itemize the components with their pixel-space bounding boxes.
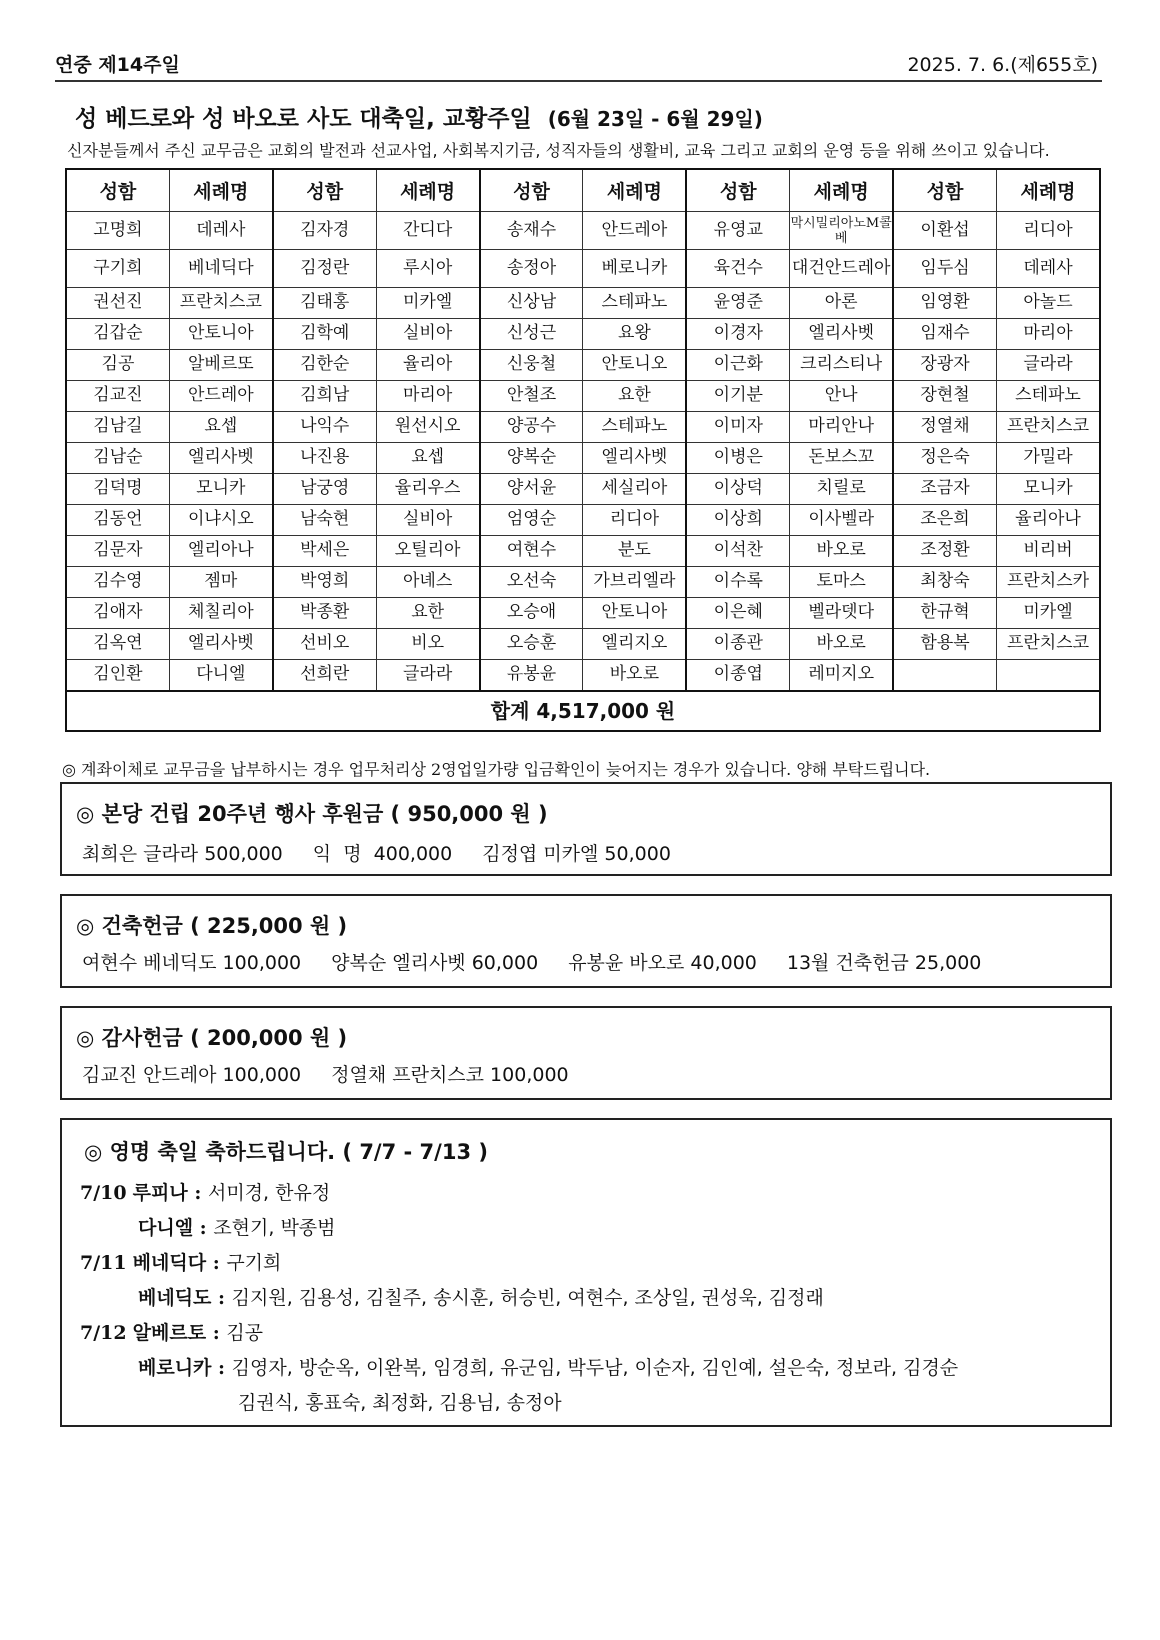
donor-name-cell: 함용복 xyxy=(893,629,996,660)
baptism-name-cell: 데레사 xyxy=(997,250,1100,288)
column-header-name: 성함 xyxy=(66,169,169,212)
donor-name-cell: 정열채 xyxy=(893,412,996,443)
donor-entry: 여현수 베네딕도 100,000 xyxy=(82,952,302,974)
feast-saint: 알베르토 xyxy=(132,1322,207,1344)
column-header-name: 성함 xyxy=(686,169,789,212)
baptism-name-cell: 안토니아 xyxy=(169,319,272,350)
baptism-name-cell: 원선시오 xyxy=(376,412,479,443)
donor-name-cell: 이상희 xyxy=(686,505,789,536)
baptism-name-cell: 율리아나 xyxy=(997,505,1100,536)
baptism-name-cell: 마리아 xyxy=(997,319,1100,350)
donor-name-cell: 임재수 xyxy=(893,319,996,350)
total-amount: 합계 4,517,000 원 xyxy=(66,691,1100,731)
table-row xyxy=(66,288,1100,319)
donor-name-cell: 이종관 xyxy=(686,629,789,660)
donor-name-cell: 한규혁 xyxy=(893,598,996,629)
total-row xyxy=(66,691,1100,731)
baptism-name-cell: 율리아 xyxy=(376,350,479,381)
intro-text: 신자분들께서 주신 교무금은 교회의 발전과 선교사업, 사회복지기금, 성직자들의 생활비, 교육 그리고 교회의 운영 등을 위해 쓰이고 있습니다. xyxy=(67,141,1050,160)
donor-name-cell: 김태홍 xyxy=(273,288,376,319)
feast-line: 7/11 베네딕다 : 구기희 xyxy=(80,1252,282,1274)
feast-saint: 다니엘 xyxy=(138,1217,194,1239)
donor-entry: 익 명 400,000 xyxy=(312,843,453,865)
baptism-name-cell: 바오로 xyxy=(583,660,686,692)
donor-entry: 정열채 프란치스코 100,000 xyxy=(331,1064,569,1086)
baptism-name-cell: 모니카 xyxy=(169,474,272,505)
donor-name-cell: 김공 xyxy=(66,350,169,381)
baptism-name-cell: 이냐시오 xyxy=(169,505,272,536)
baptism-name-cell: 엘리사벳 xyxy=(790,319,893,350)
baptism-name-cell: 프란치스코 xyxy=(169,288,272,319)
anniversary-title: ◎ 본당 건립 20주년 행사 후원금 ( 950,000 원 ) xyxy=(76,802,548,826)
table-row xyxy=(66,319,1100,350)
donor-name-cell: 양복순 xyxy=(480,443,583,474)
donor-table xyxy=(65,168,1101,732)
donor-name-cell: 박영희 xyxy=(273,567,376,598)
baptism-name-cell: 요한 xyxy=(376,598,479,629)
donor-name-cell: 남숙현 xyxy=(273,505,376,536)
donor-name-cell: 유영교 xyxy=(686,212,789,250)
anniversary-donors xyxy=(82,839,701,866)
baptism-name-cell: 데레사 xyxy=(169,212,272,250)
column-header-baptism: 세례명 xyxy=(376,169,479,212)
feast-saint: 루피나 xyxy=(132,1182,188,1204)
donor-name-cell: 김인환 xyxy=(66,660,169,692)
donor-name-cell: 조은희 xyxy=(893,505,996,536)
table-row xyxy=(66,443,1100,474)
baptism-name-cell: 글라라 xyxy=(997,350,1100,381)
feast-line-continuation xyxy=(238,1388,562,1415)
baptism-name-cell: 베로니카 xyxy=(583,250,686,288)
thanks-donation-box xyxy=(60,1006,1112,1100)
baptism-name-cell: 스테파노 xyxy=(583,412,686,443)
donor-name-cell: 여현수 xyxy=(480,536,583,567)
baptism-name-cell: 안나 xyxy=(790,381,893,412)
donor-name-cell: 박종환 xyxy=(273,598,376,629)
table-body xyxy=(66,212,1100,732)
donor-name-cell: 엄영순 xyxy=(480,505,583,536)
baptism-name-cell: 스테파노 xyxy=(997,381,1100,412)
column-header-baptism: 세례명 xyxy=(169,169,272,212)
baptism-name-cell: 프란치스코 xyxy=(997,412,1100,443)
donor-name-cell: 김남순 xyxy=(66,443,169,474)
table-header-row xyxy=(66,169,1100,212)
title-main: 성 베드로와 성 바오로 사도 대축일, 교황주일 xyxy=(75,106,532,132)
baptism-name-cell: 리디아 xyxy=(583,505,686,536)
baptism-name-cell: 바오로 xyxy=(790,536,893,567)
donor-name-cell: 이근화 xyxy=(686,350,789,381)
baptism-name-cell: 오틸리아 xyxy=(376,536,479,567)
donor-name-cell: 임두심 xyxy=(893,250,996,288)
donor-name-cell: 이상덕 xyxy=(686,474,789,505)
baptism-name-cell: 대건안드레아 xyxy=(790,250,893,288)
header-week: 연중 제14주일 xyxy=(55,54,180,76)
donor-name-cell: 조금자 xyxy=(893,474,996,505)
baptism-name-cell: 다니엘 xyxy=(169,660,272,692)
baptism-name-cell xyxy=(997,660,1100,692)
baptism-name-cell: 안토니오 xyxy=(583,350,686,381)
donor-name-cell: 남궁영 xyxy=(273,474,376,505)
baptism-name-cell: 치릴로 xyxy=(790,474,893,505)
table-row xyxy=(66,505,1100,536)
baptism-name-cell: 안토니아 xyxy=(583,598,686,629)
donor-name-cell: 이경자 xyxy=(686,319,789,350)
donor-name-cell: 송정아 xyxy=(480,250,583,288)
donor-name-cell: 오승애 xyxy=(480,598,583,629)
donor-name-cell: 김학예 xyxy=(273,319,376,350)
baptism-name-cell: 아놀드 xyxy=(997,288,1100,319)
baptism-name-cell: 레미지오 xyxy=(790,660,893,692)
baptism-name-cell: 엘리사벳 xyxy=(583,443,686,474)
feast-saint: 베네딕다 xyxy=(132,1252,207,1274)
donor-name-cell: 선희란 xyxy=(273,660,376,692)
donor-name-cell: 정은숙 xyxy=(893,443,996,474)
donor-name-cell: 장현철 xyxy=(893,381,996,412)
donor-name-cell: 이수록 xyxy=(686,567,789,598)
feast-names: 김권식, 홍표숙, 최정화, 김용님, 송정아 xyxy=(238,1392,562,1414)
header-divider xyxy=(55,80,1102,82)
feast-line: 다니엘 : 조현기, 박종범 xyxy=(138,1217,336,1239)
baptism-name-cell: 미카엘 xyxy=(997,598,1100,629)
column-header-baptism: 세례명 xyxy=(790,169,893,212)
building-donors xyxy=(82,948,981,975)
donor-name-cell: 김남길 xyxy=(66,412,169,443)
baptism-name-cell: 요왕 xyxy=(583,319,686,350)
column-header-name: 성함 xyxy=(893,169,996,212)
donor-name-cell: 유봉윤 xyxy=(480,660,583,692)
donor-entry: 13월 건축헌금 25,000 xyxy=(786,952,982,974)
table-row xyxy=(66,474,1100,505)
donor-name-cell: 임영환 xyxy=(893,288,996,319)
feast-date: 7/11 xyxy=(80,1252,127,1274)
baptism-name-cell: 분도 xyxy=(583,536,686,567)
table-row xyxy=(66,412,1100,443)
baptism-name-cell: 엘리사벳 xyxy=(169,629,272,660)
donor-name-cell: 장광자 xyxy=(893,350,996,381)
feast-line: 7/12 알베르토 : 김공 xyxy=(80,1322,264,1344)
donor-name-cell: 김자경 xyxy=(273,212,376,250)
baptism-name-cell: 토마스 xyxy=(790,567,893,598)
baptism-name-cell: 미카엘 xyxy=(376,288,479,319)
feast-names: 서미경, 한유정 xyxy=(207,1182,331,1204)
baptism-name-cell: 벨라뎃다 xyxy=(790,598,893,629)
donor-name-cell: 김덕명 xyxy=(66,474,169,505)
feast-names: 김영자, 방순옥, 이완복, 임경희, 유군임, 박두남, 이순자, 김인예, 설은숙, 정보라, 김경순 xyxy=(231,1357,959,1379)
baptism-name-cell: 실비아 xyxy=(376,319,479,350)
baptism-name-cell: 프란치스코 xyxy=(997,629,1100,660)
feast-title: ◎ 영명 축일 축하드립니다. ( 7/7 - 7/13 ) xyxy=(84,1140,488,1164)
header-date-issue: 2025. 7. 6.(제655호) xyxy=(907,54,1098,76)
baptism-name-cell: 젬마 xyxy=(169,567,272,598)
feast-names: 김지원, 김용성, 김칠주, 송시훈, 허승빈, 여현수, 조상일, 권성욱, 김정래 xyxy=(231,1287,824,1309)
donor-name-cell: 김애자 xyxy=(66,598,169,629)
baptism-name-cell: 안드레아 xyxy=(169,381,272,412)
donor-name-cell: 박세은 xyxy=(273,536,376,567)
baptism-name-cell: 이사벨라 xyxy=(790,505,893,536)
table-row xyxy=(66,660,1100,692)
donor-name-cell: 오선숙 xyxy=(480,567,583,598)
anniversary-donation-box xyxy=(60,782,1112,876)
title-period: (6월 23일 - 6월 29일) xyxy=(547,107,763,131)
feast-line: 베로니카 : 김영자, 방순옥, 이완복, 임경희, 유군임, 박두남, 이순자, 김인예, 설은숙, 정보라, 김경순 xyxy=(138,1357,959,1379)
baptism-name-cell: 실비아 xyxy=(376,505,479,536)
baptism-name-cell: 아론 xyxy=(790,288,893,319)
donor-entry: 김정엽 미카엘 50,000 xyxy=(482,843,671,865)
baptism-name-cell: 마리안나 xyxy=(790,412,893,443)
donor-entry: 유봉윤 바오로 40,000 xyxy=(568,952,757,974)
donor-name-cell: 김희남 xyxy=(273,381,376,412)
feast-saint: 베네딕도 xyxy=(138,1287,212,1309)
donor-name-cell: 윤영준 xyxy=(686,288,789,319)
table-row xyxy=(66,598,1100,629)
donor-name-cell: 양공수 xyxy=(480,412,583,443)
table-row xyxy=(66,629,1100,660)
building-donation-box xyxy=(60,894,1112,988)
feast-date: 7/10 xyxy=(80,1182,127,1204)
donor-name-cell: 김교진 xyxy=(66,381,169,412)
donor-name-cell: 선비오 xyxy=(273,629,376,660)
donor-name-cell: 권선진 xyxy=(66,288,169,319)
donor-name-cell: 고명희 xyxy=(66,212,169,250)
baptism-name-cell: 프란치스카 xyxy=(997,567,1100,598)
baptism-name-cell: 세실리아 xyxy=(583,474,686,505)
table-row xyxy=(66,536,1100,567)
donor-name-cell: 이석찬 xyxy=(686,536,789,567)
donor-name-cell: 나진용 xyxy=(273,443,376,474)
baptism-name-cell: 가브리엘라 xyxy=(583,567,686,598)
donor-name-cell: 신웅철 xyxy=(480,350,583,381)
baptism-name-cell: 바오로 xyxy=(790,629,893,660)
donor-name-cell: 이환섭 xyxy=(893,212,996,250)
feast-saint: 베로니카 xyxy=(138,1357,212,1379)
baptism-name-cell: 가밀라 xyxy=(997,443,1100,474)
feast-names: 김공 xyxy=(226,1322,264,1344)
donor-name-cell: 안철조 xyxy=(480,381,583,412)
donor-name-cell: 김옥연 xyxy=(66,629,169,660)
baptism-name-cell: 비리버 xyxy=(997,536,1100,567)
feast-names: 조현기, 박종범 xyxy=(213,1217,336,1239)
donor-name-cell: 김동언 xyxy=(66,505,169,536)
baptism-name-cell: 간디다 xyxy=(376,212,479,250)
column-header-name: 성함 xyxy=(480,169,583,212)
donor-name-cell: 신성근 xyxy=(480,319,583,350)
baptism-name-cell: 막시밀리아노M콜베 xyxy=(790,212,893,250)
donor-name-cell: 신상남 xyxy=(480,288,583,319)
donor-name-cell xyxy=(893,660,996,692)
column-header-baptism: 세례명 xyxy=(997,169,1100,212)
baptism-name-cell: 베네딕다 xyxy=(169,250,272,288)
baptism-name-cell: 엘리지오 xyxy=(583,629,686,660)
donor-name-cell: 김갑순 xyxy=(66,319,169,350)
donor-name-cell: 양서윤 xyxy=(480,474,583,505)
baptism-name-cell: 안드레아 xyxy=(583,212,686,250)
baptism-name-cell: 엘리사벳 xyxy=(169,443,272,474)
baptism-name-cell: 알베르또 xyxy=(169,350,272,381)
table-row xyxy=(66,350,1100,381)
donor-name-cell: 이은혜 xyxy=(686,598,789,629)
donor-name-cell: 오승훈 xyxy=(480,629,583,660)
thanks-title: ◎ 감사헌금 ( 200,000 원 ) xyxy=(76,1026,348,1050)
donor-name-cell: 김문자 xyxy=(66,536,169,567)
baptism-name-cell: 율리우스 xyxy=(376,474,479,505)
feast-day-box xyxy=(60,1118,1112,1427)
page-title xyxy=(75,100,763,133)
donor-entry: 양복순 엘리사벳 60,000 xyxy=(331,952,539,974)
baptism-name-cell: 요한 xyxy=(583,381,686,412)
baptism-name-cell: 엘리아나 xyxy=(169,536,272,567)
thanks-donors xyxy=(82,1060,599,1087)
donor-name-cell: 이병은 xyxy=(686,443,789,474)
baptism-name-cell: 마리아 xyxy=(376,381,479,412)
baptism-name-cell: 모니카 xyxy=(997,474,1100,505)
baptism-name-cell: 요셉 xyxy=(169,412,272,443)
feast-names: 구기희 xyxy=(226,1252,282,1274)
baptism-name-cell: 리디아 xyxy=(997,212,1100,250)
baptism-name-cell: 체칠리아 xyxy=(169,598,272,629)
donor-name-cell: 이미자 xyxy=(686,412,789,443)
feast-line: 7/10 루피나 : 서미경, 한유정 xyxy=(80,1182,331,1204)
table-row xyxy=(66,381,1100,412)
column-header-name: 성함 xyxy=(273,169,376,212)
donor-name-cell: 조정환 xyxy=(893,536,996,567)
baptism-name-cell: 비오 xyxy=(376,629,479,660)
feast-date: 7/12 xyxy=(80,1322,127,1344)
table-row xyxy=(66,250,1100,288)
feast-line: 베네딕도 : 김지원, 김용성, 김칠주, 송시훈, 허승빈, 여현수, 조상일, 권성욱, 김정래 xyxy=(138,1287,824,1309)
table-row xyxy=(66,212,1100,250)
donor-name-cell: 육건수 xyxy=(686,250,789,288)
donor-name-cell: 이기분 xyxy=(686,381,789,412)
donor-entry: 최희은 글라라 500,000 xyxy=(82,843,283,865)
donor-name-cell: 김수영 xyxy=(66,567,169,598)
table-row xyxy=(66,567,1100,598)
donor-name-cell: 김한순 xyxy=(273,350,376,381)
baptism-name-cell: 요셉 xyxy=(376,443,479,474)
donor-name-cell: 구기희 xyxy=(66,250,169,288)
building-title: ◎ 건축헌금 ( 225,000 원 ) xyxy=(76,914,348,938)
baptism-name-cell: 글라라 xyxy=(376,660,479,692)
donor-name-cell: 최창숙 xyxy=(893,567,996,598)
donor-entry: 김교진 안드레아 100,000 xyxy=(82,1064,302,1086)
donor-name-cell: 송재수 xyxy=(480,212,583,250)
baptism-name-cell: 스테파노 xyxy=(583,288,686,319)
baptism-name-cell: 크리스티나 xyxy=(790,350,893,381)
payment-note: ◎ 계좌이체로 교무금을 납부하시는 경우 업무처리상 2영업일가량 입금확인이 늦어지는 경우가 있습니다. 양해 부탁드립니다. xyxy=(62,760,931,779)
baptism-name-cell: 루시아 xyxy=(376,250,479,288)
donor-name-cell: 나익수 xyxy=(273,412,376,443)
donor-name-cell: 김정란 xyxy=(273,250,376,288)
baptism-name-cell: 돈보스꼬 xyxy=(790,443,893,474)
donor-name-cell: 이종엽 xyxy=(686,660,789,692)
baptism-name-cell: 아녜스 xyxy=(376,567,479,598)
column-header-baptism: 세례명 xyxy=(583,169,686,212)
